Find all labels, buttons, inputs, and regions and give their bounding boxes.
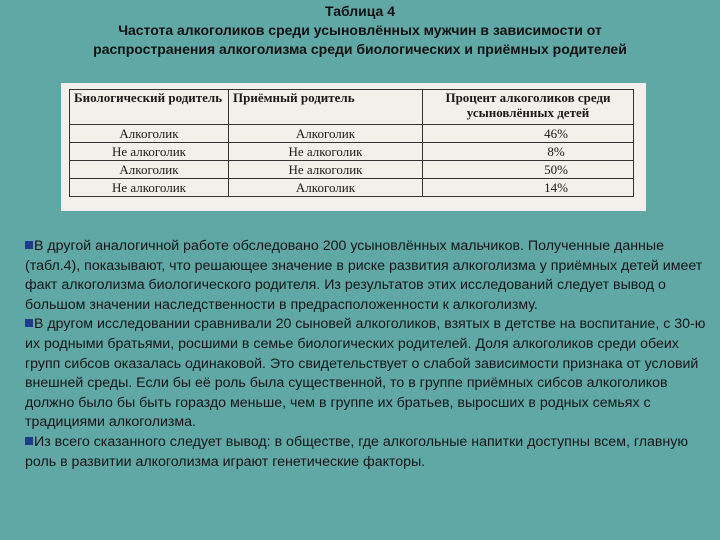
cell-adoptive: Не алкоголик xyxy=(229,161,423,179)
header-adoptive-parent: Приёмный родитель xyxy=(229,90,423,125)
cell-bio: Не алкоголик xyxy=(70,143,229,161)
cell-adoptive: Алкоголик xyxy=(229,125,423,143)
paragraph-text: В другой аналогичной работе обследовано 200 усыновлённых мальчиков. Полученные данные (табл.4), показывают, что решающее значение в риске развития алкоголизма у приёмных детей имеет факт алкоголизма биологического родителя. Из результатов этих исследований следует вывод о большом значении наследственности в предрасположенности к алкоголизму. xyxy=(25,238,703,313)
table-header-row xyxy=(70,90,634,125)
paragraph xyxy=(25,315,715,433)
title-line-2: распространения алкоголизма среди биологических и приёмных родителей xyxy=(93,41,627,57)
cell-percent: 46% xyxy=(423,125,634,143)
data-table xyxy=(69,89,634,197)
paragraph-text: Из всего сказанного следует вывод: в обществе, где алкогольные напитки доступны всем, главную роль в развитии алкоголизма играют генетические факторы. xyxy=(25,433,688,470)
table-row xyxy=(70,179,634,197)
table-number: Таблица 4 xyxy=(324,3,396,19)
table-row xyxy=(70,125,634,143)
body-text xyxy=(25,237,715,472)
cell-percent: 8% xyxy=(423,143,634,161)
square-bullet-icon xyxy=(25,437,33,445)
cell-bio: Алкоголик xyxy=(70,161,229,179)
cell-percent: 14% xyxy=(423,179,634,197)
cell-bio: Алкоголик xyxy=(70,125,229,143)
cell-adoptive: Не алкоголик xyxy=(229,143,423,161)
paragraph xyxy=(25,433,715,472)
paragraph xyxy=(25,237,715,315)
table-row xyxy=(70,143,634,161)
title-line-1: Частота алкоголиков среди усыновлённых мужчин в зависимости от xyxy=(118,22,602,38)
table-row xyxy=(70,161,634,179)
cell-bio: Не алкоголик xyxy=(70,179,229,197)
header-bio-parent: Биологический родитель xyxy=(70,90,229,125)
square-bullet-icon xyxy=(25,241,33,249)
cell-percent: 50% xyxy=(423,161,634,179)
header-percent: Процент алкоголиков среди усыновлённых детей xyxy=(423,90,634,125)
table-image xyxy=(61,83,646,211)
cell-adoptive: Алкоголик xyxy=(229,179,423,197)
slide-title xyxy=(0,2,720,59)
paragraph-text: В другом исследовании сравнивали 20 сыновей алкоголиков, взятых в детстве на воспитание, с 30-ю их родными братьями, росшими в семье биологических родителей. Доля алкоголиков среди обеих групп сибсов оказалась одинаковой. Это свидетельствует о слабой зависимости признака от условий внешней среды. Если бы её роль была существенной, то в группе приёмных сибсов алкоголиков должно было бы быть гораздо меньше, чем в группе их братьев, выросших в родных семьях с традициями алкоголизма. xyxy=(25,316,706,431)
square-bullet-icon xyxy=(25,319,33,327)
